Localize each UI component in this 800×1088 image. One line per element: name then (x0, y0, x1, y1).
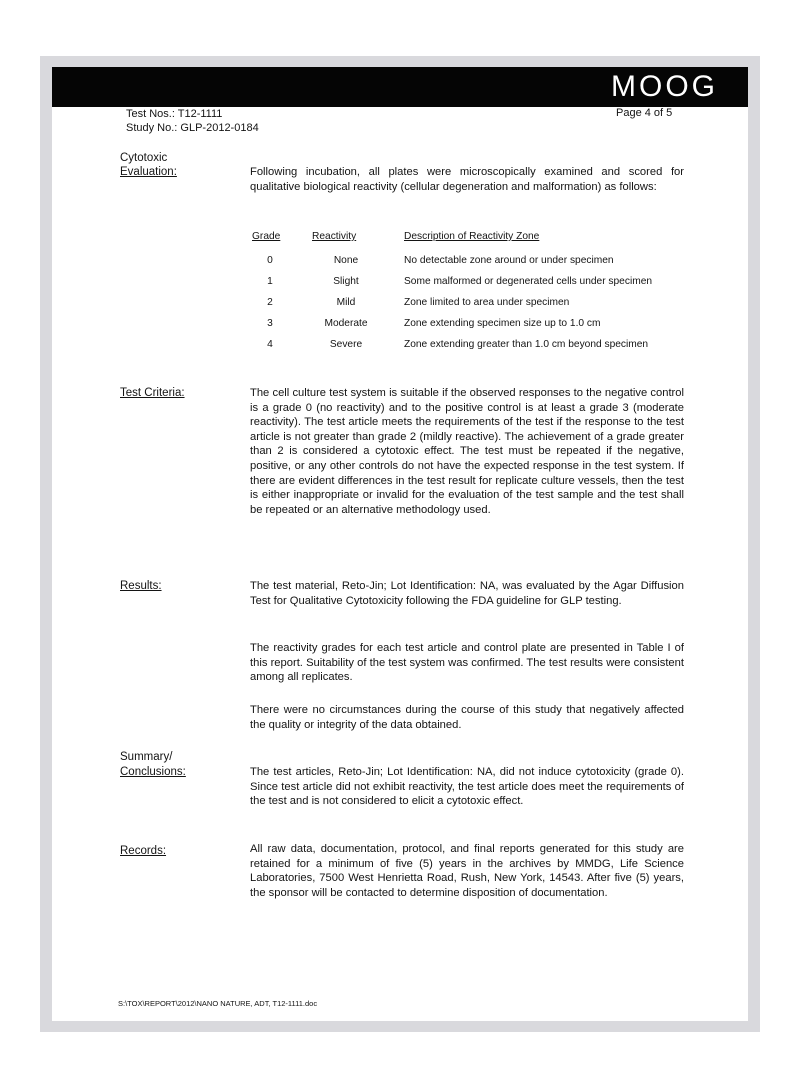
page-number: Page 4 of 5 (616, 107, 673, 119)
document-page (52, 67, 748, 1021)
reactivity-cell: Mild (336, 297, 356, 308)
file-path-footer: S:\TOX\REPORT\2012\NANO NATURE, ADT, T12-1111.doc (118, 999, 318, 1008)
results-paragraph-3: There were no circumstances during the course of this study that negatively affected the quality or integrity of the data obtained. (250, 704, 684, 731)
cytotoxic-label-line2: Evaluation: (120, 166, 177, 178)
column-header-grade: Grade (252, 231, 281, 242)
table-row (252, 250, 652, 271)
grade-cell: 2 (267, 297, 273, 308)
summary-conclusions-text: The test articles, Reto-Jin; Lot Identification: NA, did not induce cytotoxicity (grade 0). Since test article did not exhibit reactivity, the test article does meet the requirements of the test and is not considered to elicit a cytotoxic effect. (250, 766, 684, 808)
description-cell: Zone extending greater than 1.0 cm beyond specimen (404, 339, 649, 350)
records-label: Records: (120, 845, 167, 857)
reactivity-grade-table (252, 231, 652, 355)
table-header-row (252, 231, 652, 250)
column-header-description: Description of Reactivity Zone (404, 231, 540, 242)
cytotoxic-evaluation-text: Following incubation, all plates were microscopically examined and scored for qualitative biological reactivity (cellular degeneration and malformation) as follows: (250, 166, 684, 193)
test-criteria-label: Test Criteria: (120, 387, 185, 399)
header-banner (52, 67, 748, 107)
test-number: Test Nos.: T12-1111 (126, 108, 223, 120)
table-row (252, 271, 652, 292)
test-criteria-text: The cell culture test system is suitable if the observed responses to the negative control is a grade 0 (no reactivity) and to the positive control is at least a grade 3 (moderate reactivity). The test article meets the requirements of the test if the response to the test article is not greater than grade 2 (mildly reactive). The achievement of a grade greater than 2 is considered a cytotoxic effect. The test must be repeated if the negative, positive, or any other controls do not have the expected response in the test system. If there are evident differences in the test result for replicate culture vessels, then the test is either inappropriate or invalid for the evaluation of the test sample and the test shall be repeated or an alternative methodology used. (250, 387, 684, 516)
grade-cell: 0 (267, 255, 273, 266)
description-cell: Zone extending specimen size up to 1.0 cm (404, 318, 601, 329)
records-text: All raw data, documentation, protocol, and final reports generated for this study are retained for a minimum of five (5) years in the archives by MMDG, Life Science Laboratories, 7500 West Henrietta Road, Rush, New York, 14543. After five (5) years, the sponsor will be contacted to determine disposition of documentation. (250, 843, 684, 899)
table-row (252, 334, 652, 355)
description-cell: Some malformed or degenerated cells under specimen (404, 276, 653, 287)
study-number: Study No.: GLP-2012-0184 (126, 122, 259, 134)
table-row (252, 313, 652, 334)
description-cell: Zone limited to area under specimen (404, 297, 570, 308)
reactivity-cell: Moderate (324, 318, 368, 329)
reactivity-cell: Severe (329, 339, 363, 350)
results-paragraph-1: The test material, Reto-Jin; Lot Identification: NA, was evaluated by the Agar Diffusion Test for Qualitative Cytotoxicity following the FDA guideline for GLP testing. (250, 580, 684, 607)
column-header-reactivity: Reactivity (312, 231, 357, 242)
summary-label-line1: Summary/ (120, 751, 173, 763)
summary-label-line2: Conclusions: (120, 766, 186, 778)
grade-cell: 4 (267, 339, 273, 350)
moog-logo: MOOG (611, 70, 718, 103)
grade-cell: 3 (267, 318, 273, 329)
reactivity-cell: Slight (333, 276, 359, 287)
results-label: Results: (120, 580, 162, 592)
cytotoxic-label-line1: Cytotoxic (120, 152, 168, 164)
results-paragraph-2: The reactivity grades for each test article and control plate are presented in Table I of this report. Suitability of the test system was confirmed. The test results were consistent among all replicates. (250, 642, 684, 684)
description-cell: No detectable zone around or under specimen (404, 255, 614, 266)
table-row (252, 292, 652, 313)
reactivity-cell: None (333, 255, 359, 266)
grade-cell: 1 (267, 276, 273, 287)
